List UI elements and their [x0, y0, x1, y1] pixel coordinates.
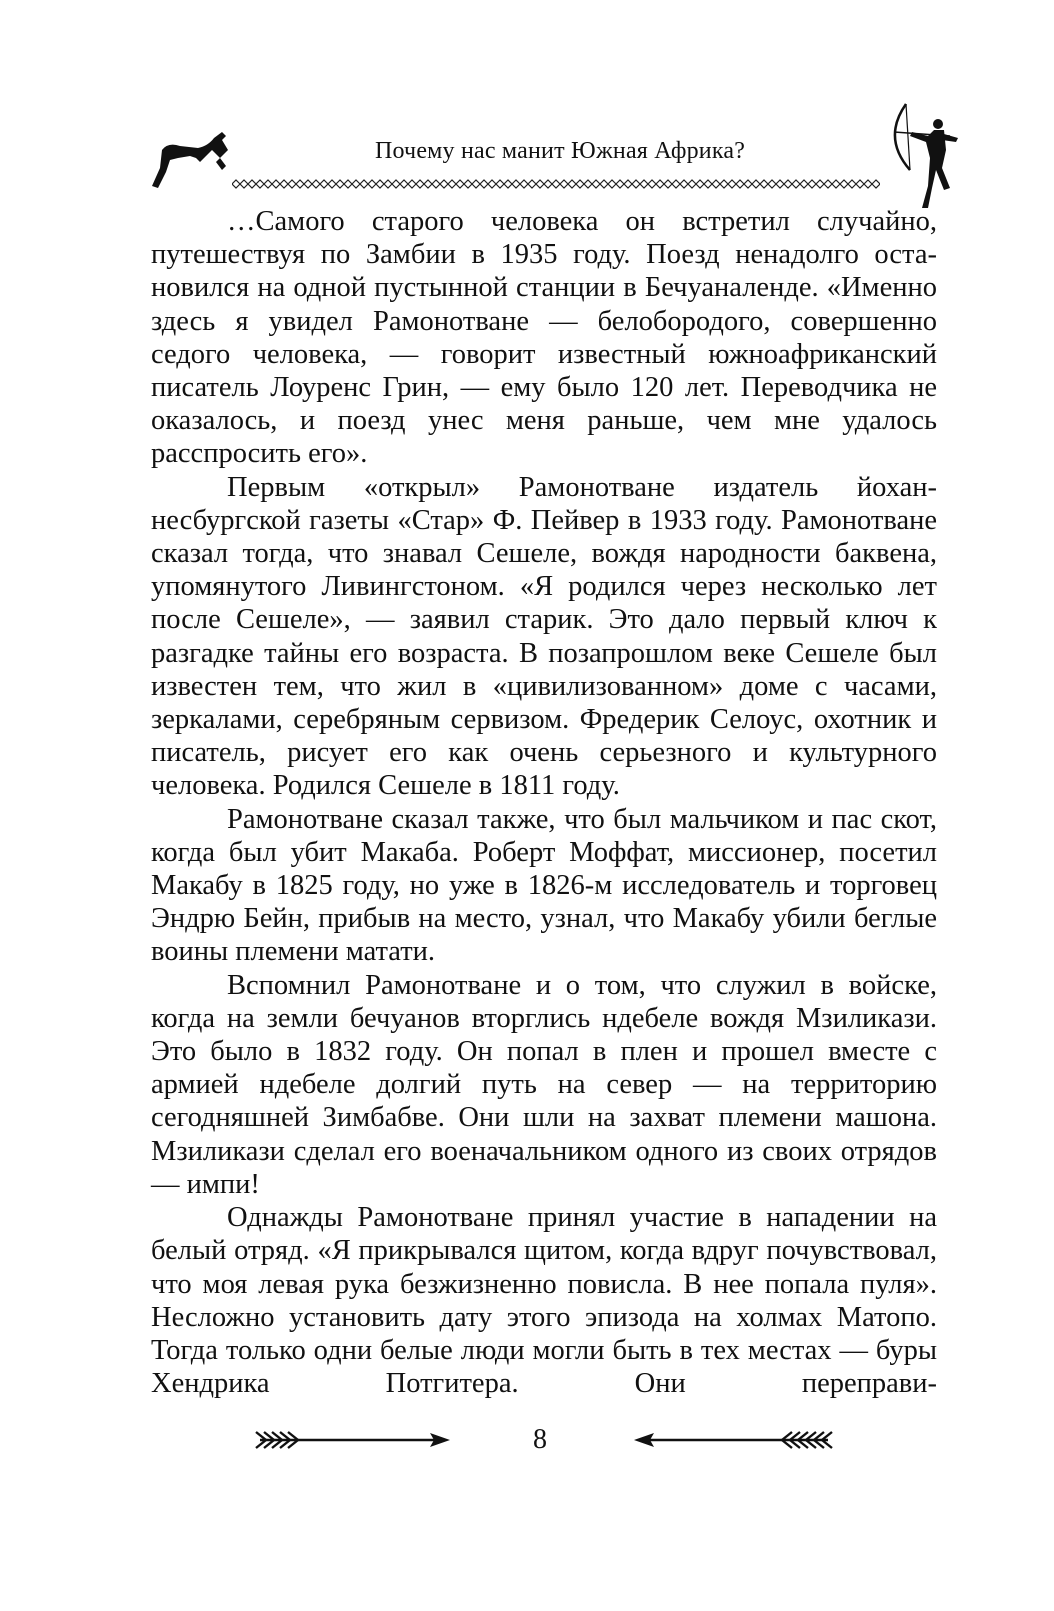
- animal-silhouette-icon: [150, 128, 232, 192]
- arrow-left-icon: [632, 1428, 836, 1452]
- archer-figure-icon: [880, 98, 964, 214]
- paragraph: Однажды Рамонотване принял участие в нападении на белый отряд. «Я прикрывался щитом, когда вдруг почувствовал, что моя левая рука безжизненно повисла. В нее попала пуля». Несложно установить дату этого эпизода на холмах Матопо. Тогда только одни белые люди могли быть в тех местах — буры Хендрика Потгитера. Они переправи-: [151, 1202, 937, 1400]
- body-text: [151, 205, 937, 1400]
- paragraph: …Самого старого человека он встретил случайно, путешествуя по Замбии в 1935 году. Поезд ненадолго остановился на одной пустынной станции в Бечуаналенде. «Именно здесь я увидел Рамонотване — белобородого, совершенно седого человека, — говорит известный южноафриканский писатель Лоуренс Грин, — ему было 120 лет. Переводчика не оказалось, и поезд унес меня раньше, чем мне удалось расспросить его».: [151, 206, 937, 470]
- paragraph: Рамонотване сказал также, что был мальчиком и пас скот, когда был убит Макаба. Роберт Моффат, миссионер, посетил Макабу в 1825 году, но уже в 1826-м исследователь и торговец Эндрю Бейн, прибыв на место, узнал, что Макабу убили беглые воины племени матати.: [151, 803, 937, 968]
- paragraph: Первым «открыл» Рамонотване издатель йоханнесбургской газеты «Стар» Ф. Пейвер в 1933 году. Рамонотване сказал тогда, что знавал Сешеле, вождя народности баквена, упомянутого Ливингстоном. «Я родился через несколько лет после Сешеле», — заявил старик. Это дало первый ключ к разгадке тайны его возраста. В позапрошлом веке Сешеле был известен тем, что жил в «цивилизованном» доме с часами, зеркалами, серебряным сервизом. Фредерик Селоус, охотник и писатель, рисует его как очень серьезного и культурного человека. Родился Сешеле в 1811 году.: [151, 471, 937, 802]
- running-title: Почему нас манит Южная Африка?: [374, 138, 746, 164]
- decorative-zigzag-rule: [232, 178, 880, 190]
- arrow-right-icon: [252, 1428, 452, 1452]
- paragraph: Вспомнил Рамонотване и о том, что служил в войске, когда на земли бечуанов вторглись ндебеле вождя Мзиликази. Это было в 1832 году. Он попал в плен и прошел вместе с армией ндебеле долгий путь на север — на территорию сегодняшней Зимбабве. Они шли на захват племени машона. Мзиликази сделал его военачальником одного из своих отрядов — импи!: [151, 969, 937, 1200]
- page-number: 8: [533, 1424, 547, 1455]
